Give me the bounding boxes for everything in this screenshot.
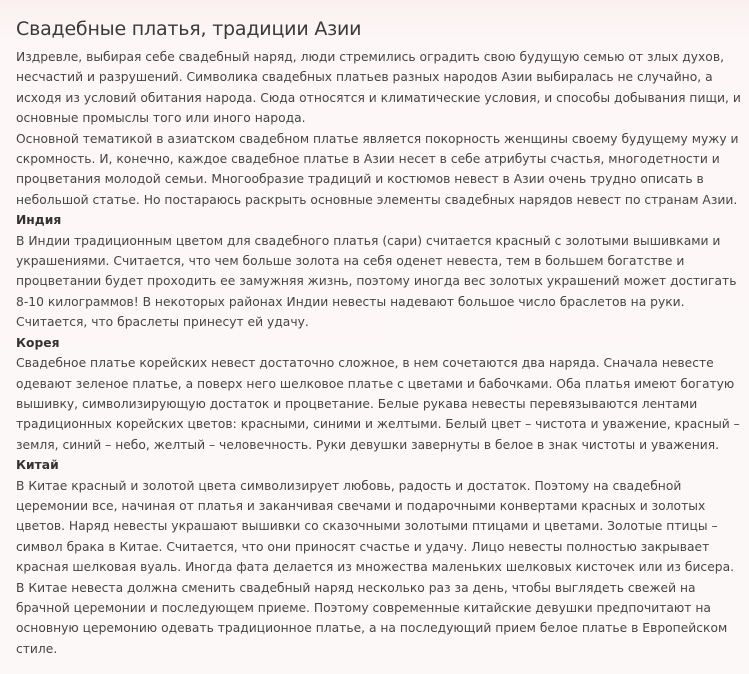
article [16,0,744,659]
section-heading-korea: Корея [16,335,60,350]
paragraph-china-1: В Китае красный и золотой цвета символизирует любовь, радость и достаток. Поэтому на свадебной церемонии все, начиная от платья и заканчивая свечами и подарочными конвертами красных и золотых цветов. Наряд невесты украшают вышивки со сказочными золотыми птицами и цветами. Золотые птицы – символ брака в Китае. Считается, что они приносят счастье и удачу. Лицо невесты полностью закрывает красная шелковая вуаль. Иногда фата делается из множества маленьких шелковых кисточек или из бисера. [16,478,735,575]
article-title: Свадебные платья, традиции Азии [16,18,362,40]
paragraph-china-2: В Китае невеста должна сменить свадебный наряд несколько раз за день, чтобы выглядеть свежей на брачной церемонии и последующем приеме. Поэтому современные китайские девушки предпочитают на основную церемонию одевать традиционное платье, а на последующий прием белое платье в Европейском стиле. [16,580,728,656]
section-heading-india: Индия [16,213,62,228]
paragraph-theme: Основной тематикой в азиатском свадебном платье является покорность женщины своему будущему мужу и скромность. И, конечно, каждое свадебное платье в Азии несет в себе атрибуты счастья, многодетности и процветания молодой семьи. Многообразие традиций и костюмов невест в Азии очень трудно описать в небольшой статье. Но постараюсь раскрыть основные элементы свадебных нарядов невест по странам Азии. [16,131,739,207]
paragraph-korea: Свадебное платье корейских невест достаточно сложное, в нем сочетаются два наряда. Сначала невесте одевают зеленое платье, а поверх него шелковое платье с цветами и бабочками. Оба платья имеют богатую вышивку, символизирующую достаток и процветание. Белые рукава невесты перевязываются лентами традиционных корейских цветов: красными, синими и желтыми. Белый цвет – чистота и уважение, красный – земля, синий – небо, желтый – человечность. Руки девушки завернуты в белое в знак чистоты и уважения. [16,356,740,452]
paragraph-intro: Издревле, выбирая себе свадебный наряд, люди стремились оградить свою будущую семью от злых духов, несчастий и разрушений. Символика свадебных платьев разных народов Азии выбиралась не случайно, а исходя из условий обитания народа. Сюда относятся и климатические условия, и способы добывания пищи, и основные промыслы того или иного народа. [16,50,741,126]
article-content [16,47,744,659]
section-heading-china: Китай [16,458,59,473]
paragraph-india: В Индии традиционным цветом для свадебного платья (сари) считается красный с золотыми вышивками и украшениями. Считается, что чем больше золота на себя оденет невеста, тем в большем богатстве и процветании будет проходить ее замужняя жизнь, поэтому иногда вес золотых украшений может достигать 8-10 килограммов! В некоторых районах Индии невесты надевают большое число браслетов на руки. Считается, что браслеты принесут ей удачу. [16,233,737,330]
